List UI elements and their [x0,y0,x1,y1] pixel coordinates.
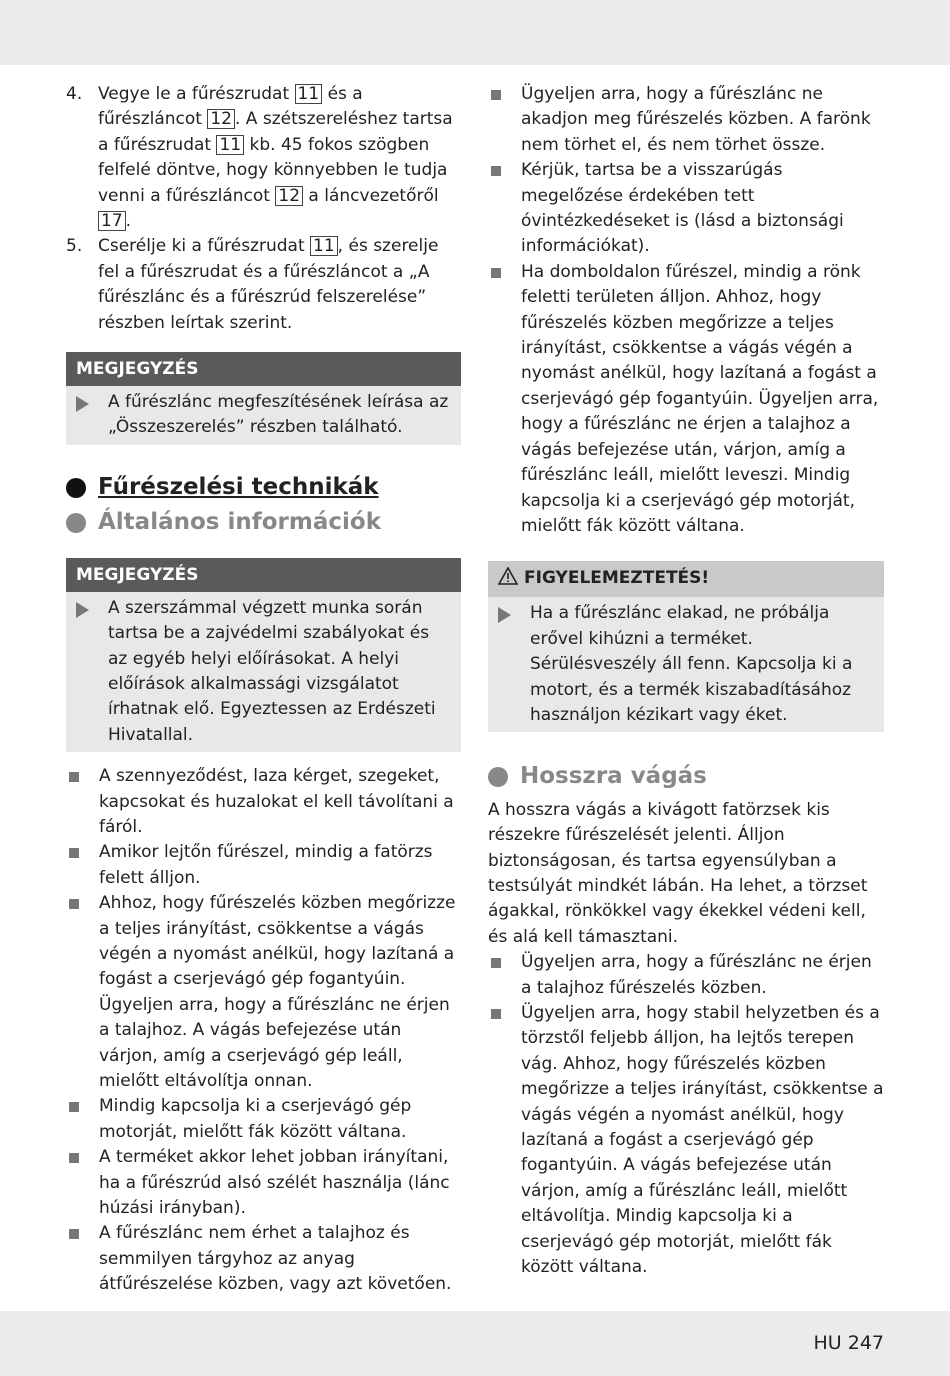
note-text: A szerszámmal végzett munka során tartsa be a zajvédelmi szabályokat és az egyéb helyi előírásokat. A helyi előírások alkalmassági vizsgálatot írhatnak elő. Egyeztessen az Erdészeti Hivatallal. [108,597,436,745]
list-item: A fűrészlánc nem érhet a talajhoz és semmilyen tárgyhoz az anyag átfűrészelése közben, vagy azt követően. [66,1221,461,1297]
warning-text: Ha a fűrészlánc elakad, ne próbálja erővel kihúzni a terméket. Sérülésveszély áll fenn. Kapcsolja ki a motort, és a termék kiszabadításához használjon kézikart vagy éket. [530,603,853,725]
list-item: Mindig kapcsolja ki a cserjevágó gép motorját, mielőtt fák között váltana. [66,1094,461,1145]
list-item: Ügyeljen arra, hogy a fűrészlánc ne akadjon meg fűrészelés közben. A farönk nem törhet el, és nem törhet össze. [488,82,884,158]
list-item: Amikor lejtőn fűrészel, mindig a fatörzs felett álljon. [66,840,461,891]
list-item: A terméket akkor lehet jobban irányítani, ha a fűrészrúd alsó szélét használja (lánc húzási irányban). [66,1145,461,1221]
warning-icon [498,567,518,593]
warning-header [488,561,884,597]
section-title: Fűrészelési technikák [98,473,379,500]
part-ref: 11 [310,236,338,256]
part-ref: 17 [98,211,126,231]
dot-bullet-icon [66,478,86,498]
note-box [66,558,461,752]
step-number: 5. [66,236,83,257]
page-number: HU 247 [813,1332,884,1354]
step-text: Vegye le a fűrészrudat 11 és a fűrészláncot 12 . A szétszereléshez tartsa a fűrészrudat 11 kb. 45 fokos szögben felfelé döntve, hogy könnyebben le tudja venni a fűrészláncot 12 a láncvezetőről 17 . [98,84,453,232]
part-ref: 11 [295,84,323,104]
section-heading [488,764,884,789]
step-4 [66,82,461,234]
dot-bullet-icon [66,513,86,533]
bullet-list [488,82,884,539]
step-number: 4. [66,84,83,104]
step-5 [66,234,461,336]
bullet-list [488,950,884,1280]
list-item: A szennyeződést, laza kérget, szegeket, kapcsokat és huzalokat el kell távolítani a fáról. [66,764,461,840]
body-paragraph: A hosszra vágás a kivágott fatörzsek kis részekre fűrészelését jelenti. Álljon biztonságosan, és tartsa egyensúlyban a testsúlyát mindkét lábán. Ha lehet, a törzset ágakkal, rönkökkel vagy ékekkel védeni kell, és alá kell támasztani. [488,799,868,947]
list-item: Ahhoz, hogy fűrészelés közben megőrizze a teljes irányítást, csökkentse a vágás végén a nyomást anélkül, hogy lazítaná a fogást a cserjevágó gép fogantyúin. Ügyeljen arra, hogy a fűrészlánc ne érjen a talajhoz. A vágás befejezése után várjon, amíg a cserjevágó gép leáll, mielőtt eltávolítja onnan. [66,891,461,1094]
note-box [66,352,461,445]
note-body [66,592,461,752]
bullet-list [66,764,461,1298]
list-item: Ügyeljen arra, hogy stabil helyzetben és a törzstől feljebb álljon, ha lejtős terepen vág. Ahhoz, hogy fűrészelés közben megőrizze a teljes irányítást, csökkentse a vágás végén a nyomást anélkül, hogy lazítaná a fogást a cserjevágó gép fogantyúin. A vágás befejezése után várjon, amíg a fűrészlánc leáll, mielőtt eltávolítja. Mindig kapcsolja ki a cserjevágó gép motorját, mielőtt fák között váltana. [488,1001,884,1280]
part-ref: 12 [207,109,235,129]
note-body [66,386,461,445]
warning-title: FIGYELEMEZTETÉS! [524,568,710,589]
header-band [0,0,950,65]
section-title: Hosszra vágás [520,763,707,790]
part-ref: 11 [216,135,244,155]
triangle-bullet-icon [76,396,89,412]
list-item: Kérjük, tartsa be a visszarúgás megelőzése érdekében tett óvintézkedéseket is (lásd a biztonsági információkat). [488,158,884,260]
subsection-title: Általános információk [98,509,381,536]
note-title: MEGJEGYZÉS [66,558,461,592]
part-ref: 12 [275,186,303,206]
footer-band [0,1311,950,1376]
list-item: Ha domboldalon fűrészel, mindig a rönk feletti területen álljon. Ahhoz, hogy fűrészelés közben megőrizze a teljes irányítást, csökkentse a vágás végén a nyomást anélkül, hogy lazítaná a fogást a cserjevágó gép fogantyúin. Ügyeljen arra, hogy a fűrészlánc ne érjen a talajhoz a vágás befejezése után, várjon, amíg a fűrészlánc leáll, mielőtt leveszi. Mindig kapcsolja ki a cserjevágó gép motorját, mielőtt fák között váltana. [488,260,884,539]
right-column [488,82,884,1280]
note-title: MEGJEGYZÉS [66,352,461,386]
step-text: Cserélje ki a fűrészrudat 11 , és szerelje fel a fűrészrudat és a fűrészláncot a „A fűrészlánc és a fűrészrúd felszerelése” részben leírtak szerint. [98,236,439,333]
list-item: Ügyeljen arra, hogy a fűrészlánc ne érjen a talajhoz fűrészelés közben. [488,950,884,1001]
triangle-bullet-icon [76,602,89,618]
left-column [66,82,461,1298]
warning-body [488,597,884,732]
section-heading [66,475,461,500]
dot-bullet-icon [488,767,508,787]
subsection-heading [66,510,461,535]
triangle-bullet-icon [498,607,511,623]
note-text: A fűrészlánc megfeszítésének leírása az „Összeszerelés” részben található. [108,392,449,438]
warning-box [488,561,884,732]
